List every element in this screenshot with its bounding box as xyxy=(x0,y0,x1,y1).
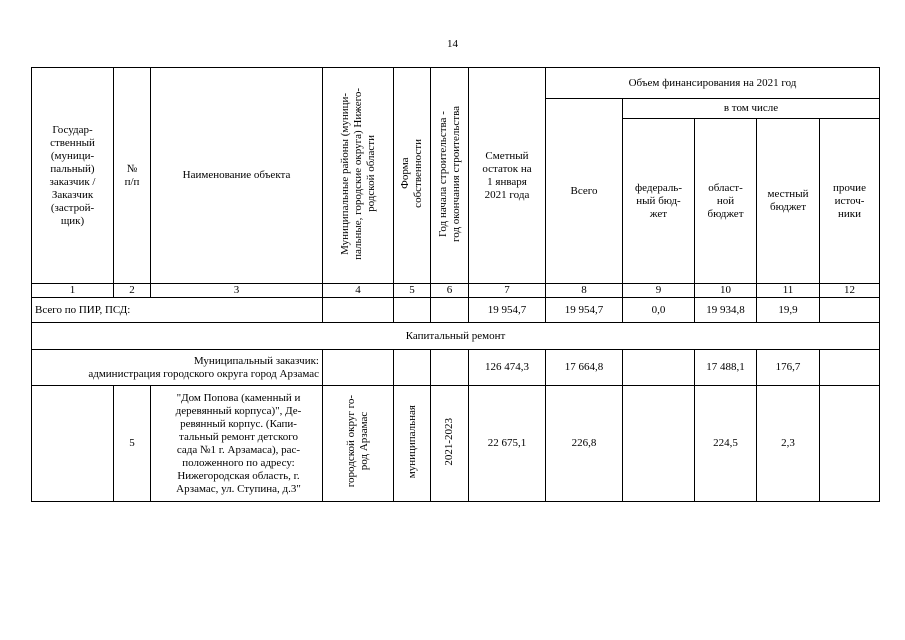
header-ownership-cell xyxy=(394,68,431,284)
object-years-cell xyxy=(431,386,469,502)
header-local: местный бюджет xyxy=(757,119,820,284)
header-estimated-balance: Сметный остаток на 1 января 2021 года xyxy=(469,68,546,284)
object-local: 2,3 xyxy=(757,386,820,502)
total-pir-estimated: 19 954,7 xyxy=(469,298,546,323)
header-regional: област- ной бюджет xyxy=(695,119,757,284)
column-number: 7 xyxy=(469,284,546,298)
column-number: 5 xyxy=(394,284,431,298)
object-district-cell xyxy=(323,386,394,502)
financing-table xyxy=(31,67,880,502)
column-number: 9 xyxy=(623,284,695,298)
column-number: 11 xyxy=(757,284,820,298)
column-number: 10 xyxy=(695,284,757,298)
header-years: Год начала строительства - год окончания строительства xyxy=(436,105,462,242)
object-ownership-cell xyxy=(394,386,431,502)
total-pir-label: Всего по ПИР, ПСД: xyxy=(32,298,323,323)
total-pir-row xyxy=(32,298,880,323)
column-numbers-row xyxy=(32,284,880,298)
column-number: 1 xyxy=(32,284,114,298)
header-including: в том числе xyxy=(623,99,880,119)
column-number: 4 xyxy=(323,284,394,298)
municipal-customer-row xyxy=(32,350,880,386)
object-district: городской округ го- род Арзамас xyxy=(345,395,370,488)
total-pir-regional: 19 934,8 xyxy=(695,298,757,323)
header-federal: федераль- ный бюд- жет xyxy=(623,119,695,284)
header-other: прочие источ- ники xyxy=(820,119,880,284)
header-object-name: Наименование объекта xyxy=(151,68,323,284)
section-title: Капитальный ремонт xyxy=(32,323,880,350)
column-number: 8 xyxy=(546,284,623,298)
header-financing-volume: Объем финансирования на 2021 год xyxy=(546,68,880,99)
column-number: 3 xyxy=(151,284,323,298)
municipal-customer-estimated: 126 474,3 xyxy=(469,350,546,386)
object-regional: 224,5 xyxy=(695,386,757,502)
object-estimated: 22 675,1 xyxy=(469,386,546,502)
object-name: "Дом Попова (каменный и деревянный корпуса)", Де- ревянный корпус. (Капи- тальный ремонт детского сада №1 г. Арзамаса), рас- положенного по адресу: Нижегородская область, г. Арзамас, ул. Ступина, д.3" xyxy=(151,386,323,502)
column-number: 12 xyxy=(820,284,880,298)
header-district: Муниципальные районы (муници- пальные, городские округа) Нижего- родской области xyxy=(338,87,377,260)
column-number: 2 xyxy=(114,284,151,298)
header-ownership: Форма собственности xyxy=(399,139,424,208)
column-number: 6 xyxy=(431,284,469,298)
municipal-customer-local: 176,7 xyxy=(757,350,820,386)
total-pir-total: 19 954,7 xyxy=(546,298,623,323)
header-years-cell xyxy=(431,68,469,284)
object-number: 5 xyxy=(114,386,151,502)
object-total: 226,8 xyxy=(546,386,623,502)
object-ownership: муниципальная xyxy=(405,404,418,479)
municipal-customer-label: Муниципальный заказчик: администрация городского округа город Арзамас xyxy=(32,350,323,386)
object-years: 2021-2023 xyxy=(443,417,455,466)
header-customer: Государ- ственный (муници- пальный) заказчик / Заказчик (застрой- щик) xyxy=(32,68,114,284)
municipal-customer-regional: 17 488,1 xyxy=(695,350,757,386)
header-number: № п/п xyxy=(114,68,151,284)
object-row xyxy=(32,386,880,502)
municipal-customer-total: 17 664,8 xyxy=(546,350,623,386)
page-number: 14 xyxy=(447,38,458,50)
header-district-cell xyxy=(323,68,394,284)
header-total: Всего xyxy=(546,99,623,284)
total-pir-federal: 0,0 xyxy=(623,298,695,323)
total-pir-local: 19,9 xyxy=(757,298,820,323)
